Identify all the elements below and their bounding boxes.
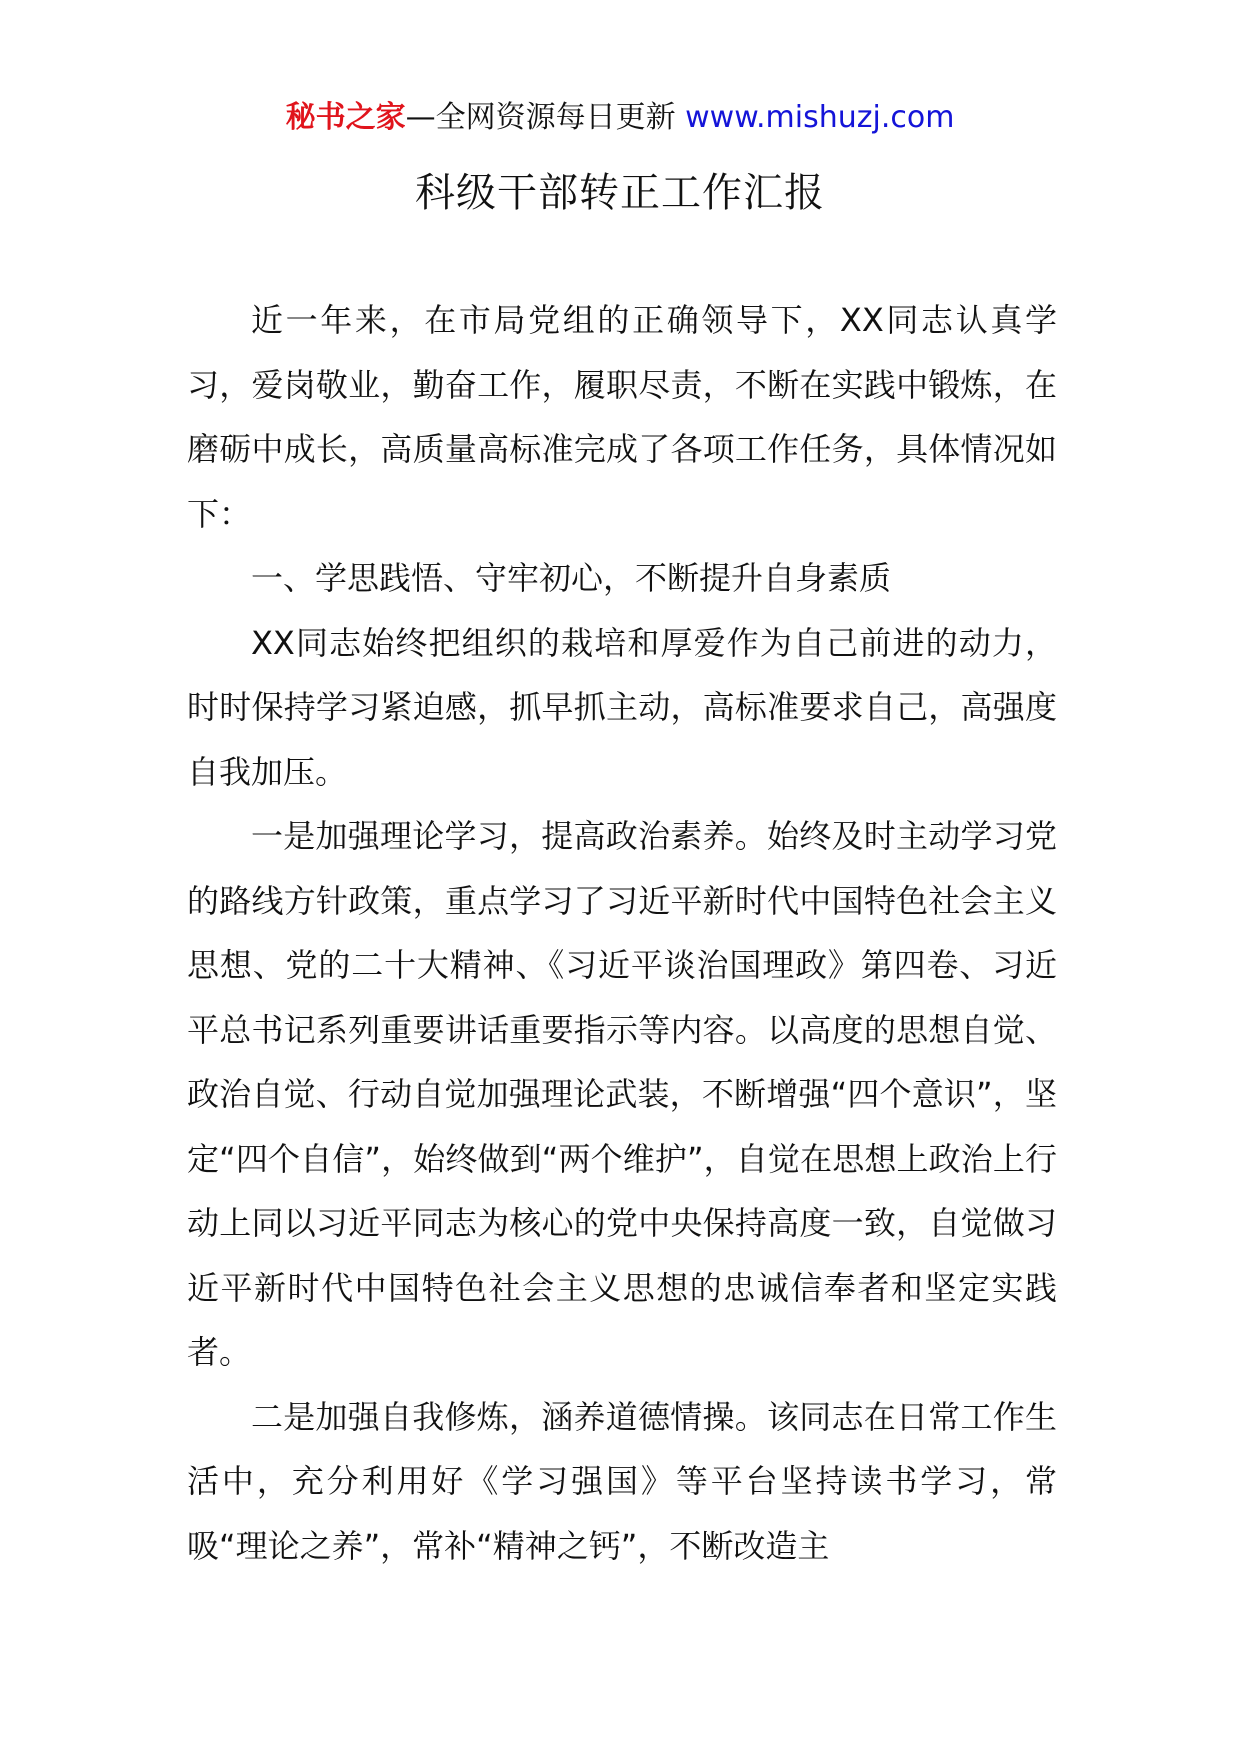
- site-brand: 秘书之家: [285, 100, 406, 135]
- site-banner: [0, 98, 1240, 138]
- document-body: [187, 288, 1057, 1578]
- self-cultivation-paragraph: 二是加强自我修炼，涵养道德情操。该同志在日常工作生活中，充分利用好《学习强国》等平台坚持读书学习，常吸“理论之养”，常补“精神之钙”，不断改造主: [187, 1397, 1057, 1565]
- intro-paragraph: 近一年来，在市局党组的正确领导下，XX同志认真学习，爱岗敬业，勤奋工作，履职尽责，不断在实践中锻炼，在磨砺中成长，高质量高标准完成了各项工作任务，具体情况如下：: [187, 301, 1057, 533]
- site-url-link[interactable]: www.mishuzj.com: [685, 100, 955, 135]
- section-1-paragraph: XX同志始终把组织的栽培和厚爱作为自己前进的动力，时时保持学习紧迫感，抓早抓主动，高标准要求自己，高强度自我加压。: [187, 623, 1057, 791]
- document-title: 科级干部转正工作汇报: [415, 170, 825, 216]
- section-heading-1: 一、学思践悟、守牢初心，不断提升自身素质: [251, 559, 892, 597]
- site-tagline: —全网资源每日更新: [405, 100, 676, 135]
- theory-study-paragraph: 一是加强理论学习，提高政治素养。始终及时主动学习党的路线方针政策，重点学习了习近平新时代中国特色社会主义思想、党的二十大精神、《习近平谈治国理政》第四卷、习近平总书记系列重要讲话重要指示等内容。以高度的思想自觉、政治自觉、行动自觉加强理论武装，不断增强“四个意识”，坚定“四个自信”，始终做到“两个维护”，自觉在思想上政治上行动上同以习近平同志为核心的党中央保持高度一致，自觉做习近平新时代中国特色社会主义思想的忠诚信奉者和坚定实践者。: [187, 817, 1057, 1371]
